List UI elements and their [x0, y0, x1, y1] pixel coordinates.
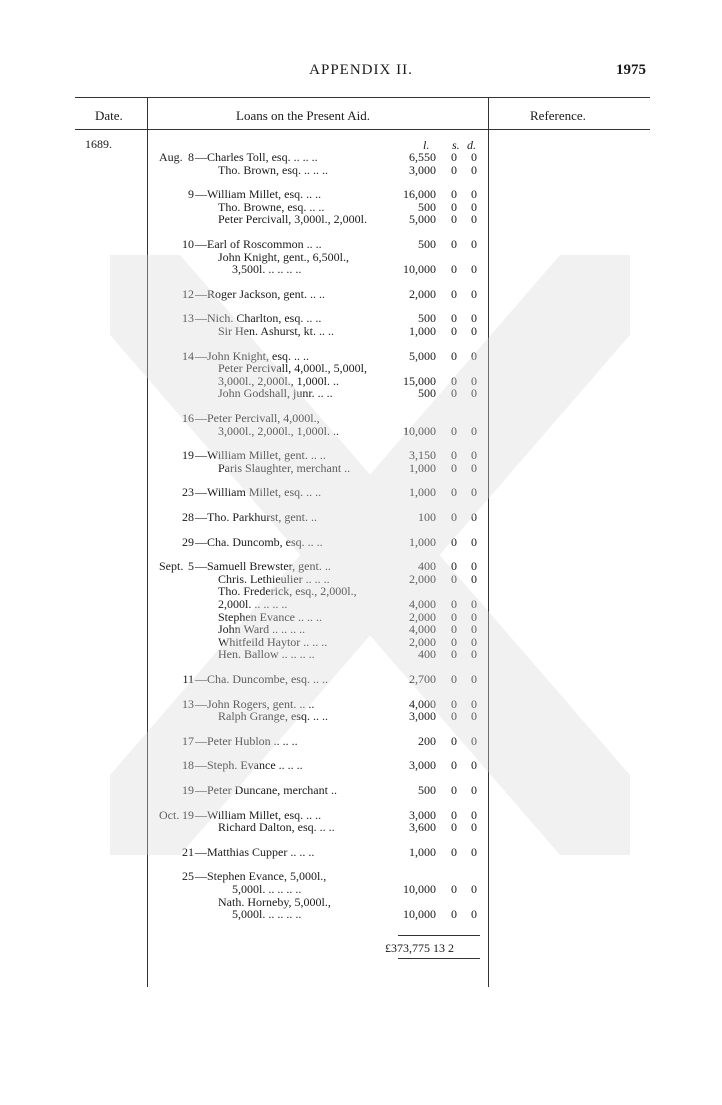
- loan-row: [0, 809, 722, 822]
- lender-description: Peter Percivall, 3,000l., 2,000l.: [218, 212, 367, 227]
- amount-pounds: 3,000: [409, 807, 436, 822]
- amount-pounds: 2,000: [409, 609, 436, 624]
- day-number: 29: [182, 534, 194, 549]
- loan-row: [0, 908, 722, 921]
- amount-pounds: 500: [418, 386, 436, 401]
- lender-description: —Nich. Charlton, esq. .. ..: [195, 311, 322, 326]
- loan-row: [0, 585, 722, 598]
- lender-description: Nath. Horneby, 5,000l.,: [218, 894, 331, 909]
- amount-pounds: 5,000: [409, 348, 436, 363]
- amount-shillings: 0: [451, 286, 457, 301]
- page-title: APPENDIX II.: [309, 62, 413, 78]
- lender-description: Tho. Frederick, esq., 2,000l.,: [218, 584, 357, 599]
- amount-pence: 0: [471, 622, 477, 637]
- amount-pence: 0: [471, 212, 477, 227]
- amount-pounds: 3,600: [409, 820, 436, 835]
- amount-pounds: 500: [418, 311, 436, 326]
- amount-pounds: 15,000: [403, 373, 436, 388]
- amount-pounds: 500: [418, 783, 436, 797]
- amount-pounds: 3,000: [409, 162, 436, 177]
- amount-pounds: 4,000: [409, 597, 436, 611]
- day-number: 10: [182, 237, 194, 251]
- amount-shillings: 0: [451, 609, 457, 624]
- amount-shillings: 0: [451, 820, 457, 835]
- amount-shillings: 0: [451, 807, 457, 822]
- amount-pounds: 16,000: [403, 187, 436, 202]
- amount-shillings: 0: [451, 534, 457, 549]
- amount-pence: 0: [471, 609, 477, 624]
- lender-description: Peter Percivall, 4,000l., 5,000l,: [218, 361, 367, 376]
- loan-row: [0, 151, 722, 164]
- day-number: 13: [182, 311, 194, 326]
- amount-shillings: 0: [451, 758, 457, 773]
- column-header-reference: Reference.: [530, 108, 586, 123]
- lender-description: —Peter Duncane, merchant ..: [195, 783, 337, 797]
- lender-description: John Knight, gent., 6,500l.,: [218, 249, 349, 264]
- amount-shillings: 0: [451, 460, 457, 475]
- amount-pounds: 100: [418, 510, 436, 524]
- loan-row: [0, 573, 722, 586]
- loan-row: [0, 486, 722, 499]
- lender-description: —Samuell Brewster, gent. ..: [195, 559, 331, 574]
- amount-pounds: 2,000: [409, 286, 436, 301]
- day-number: 11: [182, 672, 194, 686]
- lender-description: Richard Dalton, esq. .. ..: [218, 820, 335, 835]
- amount-pence: 0: [471, 820, 477, 835]
- amount-pence: 0: [471, 647, 477, 662]
- lender-description: —William Millet, gent. .. ..: [195, 448, 326, 463]
- lender-description: —John Rogers, gent. .. ..: [195, 696, 315, 711]
- amount-pence: 0: [471, 783, 477, 797]
- loan-row: [0, 449, 722, 462]
- amount-pounds: 3,000: [409, 758, 436, 773]
- amount-pounds: 1,000: [409, 324, 436, 338]
- lender-description: 5,000l. .. .. .. ..: [232, 882, 302, 896]
- lender-description: Whitfeild Haytor .. .. ..: [218, 634, 328, 649]
- lender-description: 5,000l. .. .. .. ..: [232, 907, 302, 922]
- amount-shillings: 0: [451, 311, 457, 326]
- amount-shillings: 0: [451, 199, 457, 214]
- loan-row: [0, 598, 722, 611]
- loan-row: [0, 263, 722, 276]
- unit-shillings: s.: [452, 138, 460, 152]
- lender-description: Sir Hen. Ashurst, kt. .. ..: [218, 324, 335, 338]
- lender-description: —Steph. Evance .. .. ..: [195, 758, 303, 773]
- column-header-loans: Loans on the Present Aid.: [236, 108, 370, 123]
- amount-pounds: 200: [418, 733, 436, 748]
- amount-shillings: 0: [451, 510, 457, 524]
- amount-pence: 0: [471, 758, 477, 773]
- month-label: Sept.: [159, 559, 184, 574]
- lender-description: John Godshall, junr. .. ..: [218, 386, 333, 401]
- lender-description: —William Millet, esq. .. ..: [195, 187, 322, 202]
- day-number: 16: [182, 411, 194, 425]
- amount-pence: 0: [471, 324, 477, 338]
- amount-pence: 0: [471, 162, 477, 177]
- day-number: 5: [188, 559, 194, 574]
- loan-row: [0, 164, 722, 177]
- loan-row: [0, 883, 722, 896]
- amount-shillings: 0: [451, 907, 457, 922]
- top-rule: [75, 97, 650, 98]
- lender-description: Paris Slaughter, merchant ..: [218, 460, 351, 475]
- loan-row: [0, 611, 722, 624]
- loan-row: [0, 462, 722, 475]
- lender-description: —William Millet, esq. .. ..: [195, 807, 322, 822]
- day-number: 28: [182, 510, 194, 524]
- amount-pounds: 10,000: [403, 907, 436, 922]
- day-number: 13: [182, 696, 194, 711]
- lender-description: 3,500l. .. .. .. ..: [232, 262, 302, 277]
- amount-pounds: 3,150: [409, 448, 436, 463]
- lender-description: —Peter Hublon .. .. ..: [195, 733, 298, 748]
- amount-pounds: 2,000: [409, 634, 436, 649]
- amount-pounds: 3,000: [409, 709, 436, 724]
- amount-pounds: 2,700: [409, 672, 436, 686]
- amount-shillings: 0: [451, 373, 457, 388]
- amount-pounds: 4,000: [409, 622, 436, 637]
- amount-shillings: 0: [451, 187, 457, 202]
- day-number: 19: [182, 783, 194, 797]
- lender-description: 3,000l., 2,000l., 1,000l. ..: [218, 373, 340, 388]
- lender-description: Hen. Ballow .. .. .. ..: [218, 647, 315, 662]
- header-bottom-rule: [75, 129, 650, 130]
- unit-pence: d.: [467, 138, 476, 152]
- amount-pounds: 2,000: [409, 571, 436, 586]
- lender-description: —Roger Jackson, gent. .. ..: [195, 286, 325, 301]
- amount-shillings: 0: [451, 324, 457, 338]
- amount-pence: 0: [471, 733, 477, 748]
- day-number: 25: [182, 869, 194, 884]
- amount-pounds: 5,000: [409, 212, 436, 227]
- amount-pence: 0: [471, 534, 477, 549]
- loan-row: [0, 896, 722, 909]
- loan-row: [0, 846, 722, 859]
- lender-description: —Cha. Duncombe, esq. .. ..: [195, 672, 328, 686]
- amount-pence: 0: [471, 386, 477, 401]
- amount-pence: 0: [471, 907, 477, 922]
- amount-pounds: 400: [418, 647, 436, 662]
- lender-description: —Peter Percivall, 4,000l.,: [195, 411, 320, 425]
- loan-row: [0, 784, 722, 797]
- lender-description: Tho. Browne, esq. .. ..: [218, 199, 325, 214]
- amount-shillings: 0: [451, 150, 457, 164]
- lender-description: —Tho. Parkhurst, gent. ..: [195, 510, 317, 524]
- amount-shillings: 0: [451, 709, 457, 724]
- amount-shillings: 0: [451, 386, 457, 401]
- amount-pence: 0: [471, 634, 477, 649]
- loan-row: [0, 511, 722, 524]
- amount-shillings: 0: [451, 783, 457, 797]
- loan-row: [0, 251, 722, 264]
- amount-pounds: 1,000: [409, 485, 436, 500]
- amount-shillings: 0: [451, 262, 457, 277]
- loan-row: [0, 673, 722, 686]
- month-label: Aug.: [159, 150, 183, 164]
- loan-row: [0, 536, 722, 549]
- loan-row: [0, 623, 722, 636]
- lender-description: Tho. Brown, esq. .. .. ..: [218, 162, 328, 177]
- loan-row: [0, 821, 722, 834]
- loan-row: [0, 375, 722, 388]
- loan-row: [0, 735, 722, 748]
- amount-pence: 0: [471, 844, 477, 859]
- amount-pence: 0: [471, 672, 477, 686]
- day-number: 8: [188, 150, 194, 164]
- loan-row: [0, 312, 722, 325]
- loan-row: [0, 648, 722, 661]
- grand-total: £373,775 13 2: [385, 941, 454, 955]
- amount-pounds: 6,550: [409, 150, 436, 164]
- loan-row: [0, 759, 722, 772]
- loan-row: [0, 636, 722, 649]
- amount-pounds: 400: [418, 559, 436, 574]
- amount-pence: 0: [471, 237, 477, 251]
- loan-row: [0, 560, 722, 573]
- lender-description: Ralph Grange, esq. .. ..: [218, 709, 328, 724]
- loan-row: [0, 213, 722, 226]
- loan-row: [0, 425, 722, 438]
- amount-pence: 0: [471, 485, 477, 500]
- lender-description: 3,000l., 2,000l., 1,000l. ..: [218, 423, 340, 438]
- amount-pounds: 1,000: [409, 534, 436, 549]
- amount-pence: 0: [471, 510, 477, 524]
- loan-row: [0, 387, 722, 400]
- lender-description: —Matthias Cupper .. .. ..: [195, 844, 315, 859]
- amount-shillings: 0: [451, 882, 457, 896]
- loan-row: [0, 325, 722, 338]
- lender-description: Chris. Lethieulier .. .. ..: [218, 571, 330, 586]
- unit-pounds: l.: [423, 138, 430, 152]
- amount-pence: 0: [471, 709, 477, 724]
- lender-description: —William Millet, esq. .. ..: [195, 485, 322, 500]
- lender-description: —Earl of Roscommon .. ..: [195, 237, 322, 251]
- amount-shillings: 0: [451, 448, 457, 463]
- amount-shillings: 0: [451, 485, 457, 500]
- column-header-date: Date.: [95, 108, 123, 123]
- loan-row: [0, 698, 722, 711]
- loan-row: [0, 238, 722, 251]
- loan-row: [0, 710, 722, 723]
- loan-row: [0, 188, 722, 201]
- amount-pounds: 1,000: [409, 844, 436, 859]
- amount-shillings: 0: [451, 423, 457, 438]
- lender-description: Stephen Evance .. .. ..: [218, 609, 322, 624]
- amount-pounds: 1,000: [409, 460, 436, 475]
- loan-row: [0, 870, 722, 883]
- amount-pence: 0: [471, 373, 477, 388]
- amount-shillings: 0: [451, 237, 457, 251]
- amount-pounds: 500: [418, 237, 436, 251]
- amount-pence: 0: [471, 460, 477, 475]
- amount-pence: 0: [471, 571, 477, 586]
- amount-pence: 0: [471, 150, 477, 164]
- amount-shillings: 0: [451, 672, 457, 686]
- day-number: 19: [182, 448, 194, 463]
- lender-description: —John Knight, esq. .. ..: [195, 348, 309, 363]
- day-number: 12: [182, 286, 194, 301]
- amount-pence: 0: [471, 311, 477, 326]
- amount-shillings: 0: [451, 162, 457, 177]
- day-number: 9: [188, 187, 194, 202]
- day-number: 14: [182, 348, 194, 363]
- amount-pence: 0: [471, 559, 477, 574]
- amount-shillings: 0: [451, 844, 457, 859]
- amount-pence: 0: [471, 187, 477, 202]
- page-number: 1975: [616, 62, 646, 78]
- amount-pounds: 500: [418, 199, 436, 214]
- amount-pence: 0: [471, 448, 477, 463]
- month-label: Oct.: [159, 807, 180, 822]
- total-upper-rule: [398, 935, 480, 936]
- day-number: 23: [182, 485, 194, 500]
- amount-pence: 0: [471, 348, 477, 363]
- loan-row: [0, 412, 722, 425]
- amount-pence: 0: [471, 199, 477, 214]
- amount-pence: 0: [471, 423, 477, 438]
- amount-shillings: 0: [451, 634, 457, 649]
- amount-shillings: 0: [451, 622, 457, 637]
- amount-pounds: 10,000: [403, 882, 436, 896]
- amount-pence: 0: [471, 262, 477, 277]
- day-number: 21: [182, 844, 194, 859]
- lender-description: —Charles Toll, esq. .. .. ..: [195, 150, 318, 164]
- amount-pence: 0: [471, 882, 477, 896]
- amount-shillings: 0: [451, 733, 457, 748]
- lender-description: 2,000l. .. .. .. ..: [218, 597, 288, 611]
- amount-pounds: 4,000: [409, 696, 436, 711]
- year-label: 1689.: [85, 137, 112, 151]
- amount-pounds: 10,000: [403, 262, 436, 277]
- day-number: 17: [182, 733, 194, 748]
- amount-pounds: 10,000: [403, 423, 436, 438]
- amount-shillings: 0: [451, 597, 457, 611]
- amount-shillings: 0: [451, 559, 457, 574]
- lender-description: —Stephen Evance, 5,000l.,: [195, 869, 327, 884]
- total-lower-rule: [398, 958, 480, 959]
- loan-row: [0, 288, 722, 301]
- amount-shillings: 0: [451, 647, 457, 662]
- loan-row: [0, 362, 722, 375]
- lender-description: John Ward .. .. .. ..: [218, 622, 306, 637]
- amount-shillings: 0: [451, 696, 457, 711]
- amount-shillings: 0: [451, 212, 457, 227]
- amount-shillings: 0: [451, 571, 457, 586]
- amount-shillings: 0: [451, 348, 457, 363]
- amount-pence: 0: [471, 597, 477, 611]
- day-number: 18: [182, 758, 194, 773]
- day-number: 19: [182, 807, 194, 822]
- amount-pence: 0: [471, 807, 477, 822]
- amount-pence: 0: [471, 696, 477, 711]
- amount-pence: 0: [471, 286, 477, 301]
- lender-description: —Cha. Duncomb, esq. .. ..: [195, 534, 323, 549]
